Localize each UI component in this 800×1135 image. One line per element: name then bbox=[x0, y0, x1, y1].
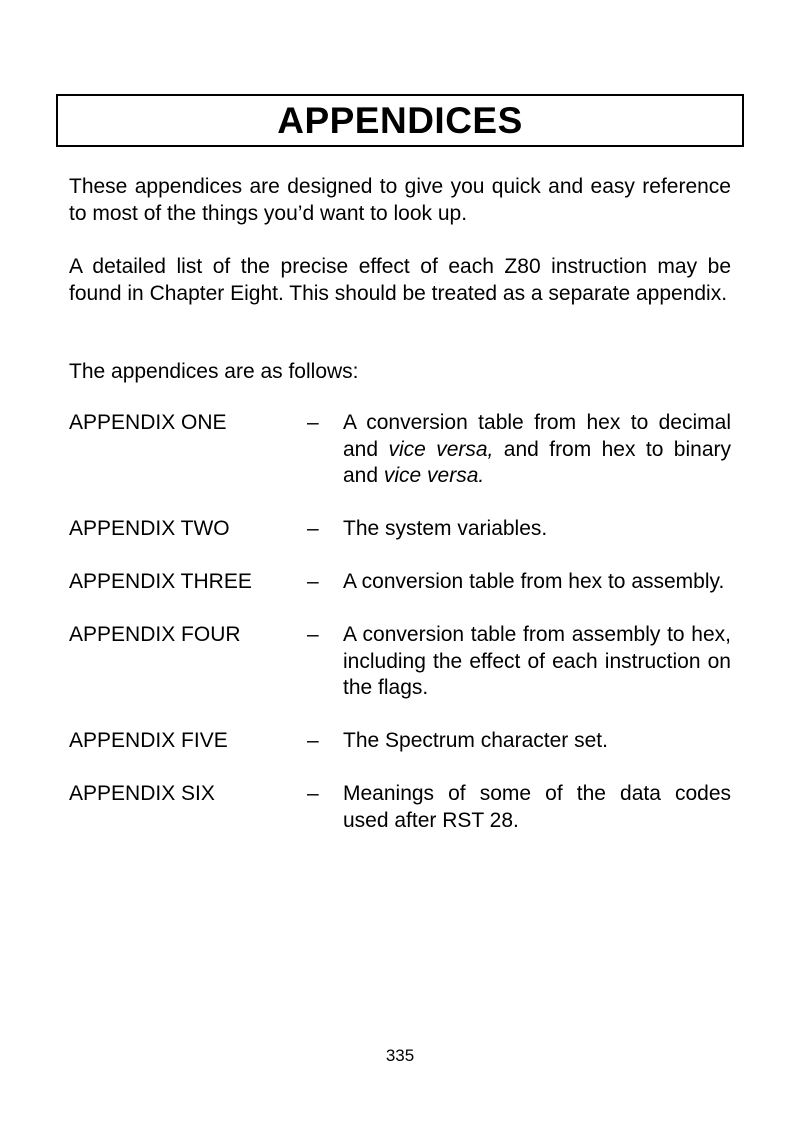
appendix-name: APPENDIX SIX bbox=[69, 782, 215, 805]
page-number: 335 bbox=[385, 1046, 415, 1065]
intro-paragraph: These appendices are designed to give you quick and easy reference to most of the things you’d want to look up. bbox=[69, 175, 731, 225]
appendix-description bbox=[343, 622, 731, 702]
appendix-row bbox=[69, 622, 731, 702]
appendix-name: APPENDIX TWO bbox=[69, 517, 230, 540]
appendix-dash: – bbox=[307, 411, 319, 434]
appendix-name: APPENDIX THREE bbox=[69, 570, 252, 593]
appendix-dash: – bbox=[307, 623, 319, 646]
description-text: The system variables. bbox=[343, 517, 548, 540]
description-text: A conversion table from hex to decimal and bbox=[343, 411, 731, 461]
appendix-description bbox=[343, 781, 731, 834]
list-intro-paragraph: The appendices are as follows: bbox=[69, 360, 359, 383]
appendix-list bbox=[69, 410, 731, 861]
appendix-row bbox=[69, 728, 731, 755]
description-text: and from hex to binary and bbox=[343, 437, 732, 487]
appendix-description bbox=[343, 569, 731, 596]
title-box bbox=[56, 94, 744, 147]
appendix-description bbox=[343, 410, 731, 490]
description-text: Meanings of some of the data codes used after RST 28. bbox=[343, 782, 731, 832]
appendix-row bbox=[69, 410, 731, 490]
description-text: A conversion table from hex to assembly. bbox=[343, 570, 725, 593]
appendix-name: APPENDIX FOUR bbox=[69, 623, 241, 646]
appendix-dash: – bbox=[307, 729, 319, 752]
appendix-name: APPENDIX FIVE bbox=[69, 729, 228, 752]
appendix-description bbox=[343, 516, 731, 543]
chapter-eight-paragraph: A detailed list of the precise effect of each Z80 instruction may be found in Chapter Eight. This should be treated as a separate appendix. bbox=[69, 255, 731, 305]
description-text: A conversion table from assembly to hex, including the effect of each instruction on the flags. bbox=[343, 623, 731, 699]
appendix-description bbox=[343, 728, 731, 755]
appendix-dash: – bbox=[307, 782, 319, 805]
appendix-name: APPENDIX ONE bbox=[69, 411, 227, 434]
appendix-row bbox=[69, 781, 731, 834]
description-italic-text: vice versa, bbox=[388, 437, 494, 461]
page-title: APPENDICES bbox=[277, 100, 523, 141]
description-italic-text: vice versa. bbox=[383, 464, 485, 487]
appendix-dash: – bbox=[307, 570, 319, 593]
description-text: The Spectrum character set. bbox=[343, 729, 608, 752]
appendix-row bbox=[69, 516, 731, 543]
appendix-dash: – bbox=[307, 517, 319, 540]
appendix-row bbox=[69, 569, 731, 596]
